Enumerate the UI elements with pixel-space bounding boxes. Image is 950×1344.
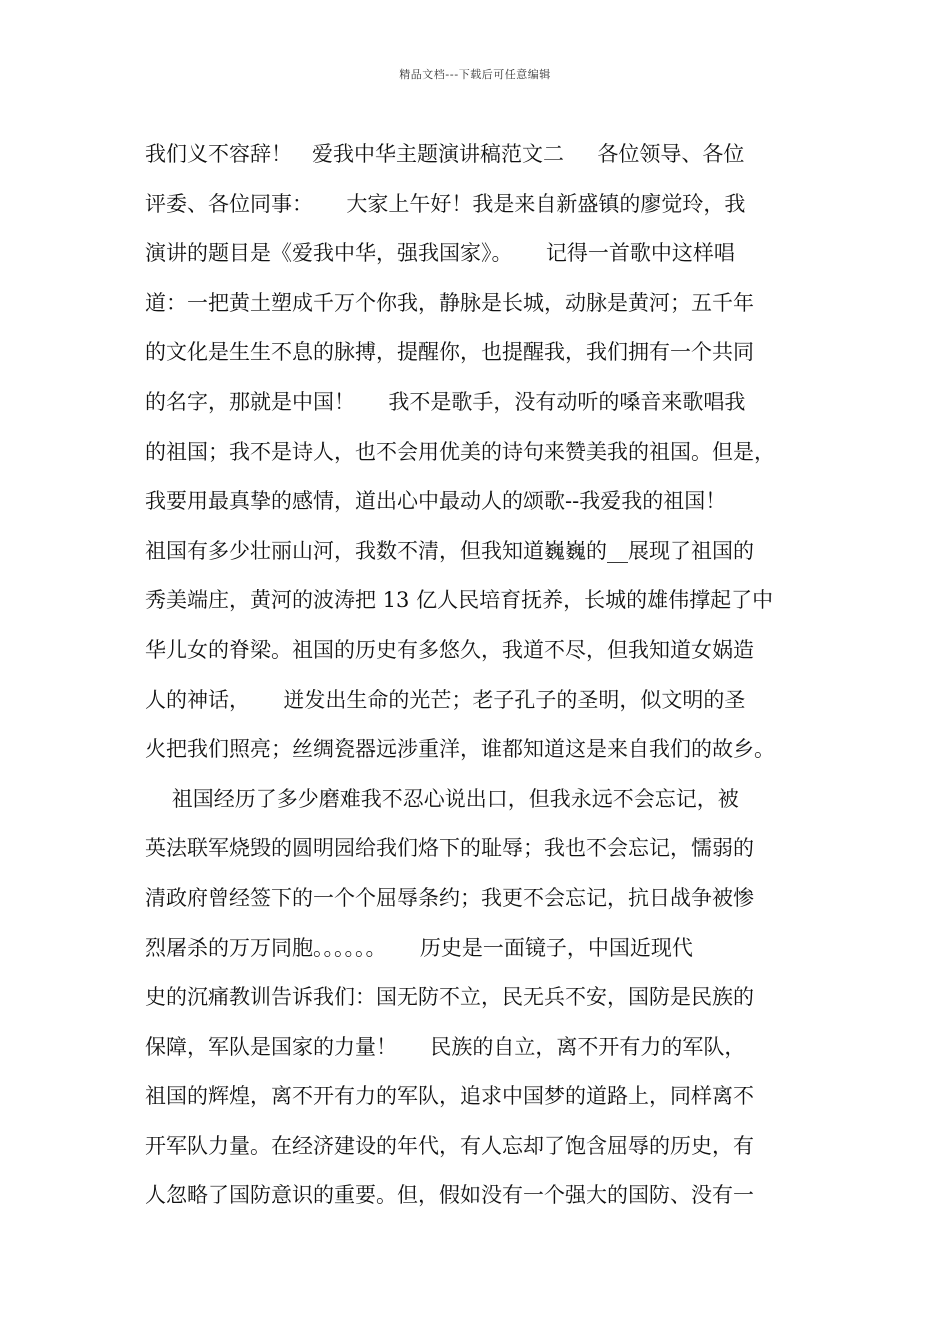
document-header: 精品文档---下载后可任意编辑 — [399, 68, 551, 81]
text-line: 祖国经历了多少磨难我不忍心说出口，但我永远不会忘记，被 — [145, 786, 739, 811]
text-line: 保障，军队是国家的力量！ 民族的自立，离不开有力的军队， — [145, 1034, 746, 1059]
text-line: 烈屠杀的万万同胞。。。。。。 历史是一面镜子，中国近现代 — [145, 935, 693, 960]
text-line: 道：一把黄土塑成千万个你我，静脉是长城，动脉是黄河；五千年 — [145, 290, 754, 315]
text-line: 人忽略了国防意识的重要。但，假如没有一个强大的国防、没有一 — [145, 1183, 754, 1208]
text-line: 火把我们照亮；丝绸瓷器远涉重洋，谁都知道这是来自我们的故乡。 — [145, 737, 775, 762]
text-line: 华儿女的脊梁。祖国的历史有多悠久，我道不尽，但我知道女娲造 — [145, 637, 754, 662]
text-line: 的祖国；我不是诗人，也不会用优美的诗句来赞美我的祖国。但是， — [145, 439, 775, 464]
text-line: 祖国有多少壮丽山河，我数不清，但我知道巍巍的__展现了祖国的 — [145, 538, 754, 563]
text-line: 演讲的题目是《爱我中华，强我国家》。 记得一首歌中这样唱 — [145, 241, 735, 266]
text-line: 人的神话， 迸发出生命的光芒；老子孔子的圣明，似文明的圣 — [145, 687, 746, 712]
text-line: 清政府曾经签下的一个个屈辱条约；我更不会忘记，抗日战争被惨 — [145, 885, 754, 910]
text-line: 史的沉痛教训告诉我们：国无防不立，民无兵不安，国防是民族的 — [145, 985, 754, 1010]
text-line: 开军队力量。在经济建设的年代，有人忘却了饱含屈辱的历史，有 — [145, 1133, 754, 1158]
text-line: 评委、各位同事： 大家上午好！我是来自新盛镇的廖觉玲，我 — [145, 191, 746, 216]
text-line: 的名字，那就是中国！ 我不是歌手，没有动听的嗓音来歌唱我 — [145, 389, 746, 414]
document-body — [145, 130, 845, 1221]
text-line: 秀美端庄，黄河的波涛把 13 亿人民培育抚养，长城的雄伟撑起了中 — [145, 588, 774, 613]
text-line: 祖国的辉煌，离不开有力的军队，追求中国梦的道路上，同样离不 — [145, 1084, 754, 1109]
text-line: 我要用最真挚的感情，道出心中最动人的颂歌--我爱我的祖国！ — [145, 489, 727, 514]
text-line: 我们义不容辞！ 爱我中华主题演讲稿范文二 各位领导、各位 — [145, 142, 745, 166]
text-line: 英法联军烧毁的圆明园给我们烙下的耻辱；我也不会忘记，懦弱的 — [145, 836, 754, 861]
text-line: 的文化是生生不息的脉搏，提醒你，也提醒我，我们拥有一个共同 — [145, 340, 754, 365]
